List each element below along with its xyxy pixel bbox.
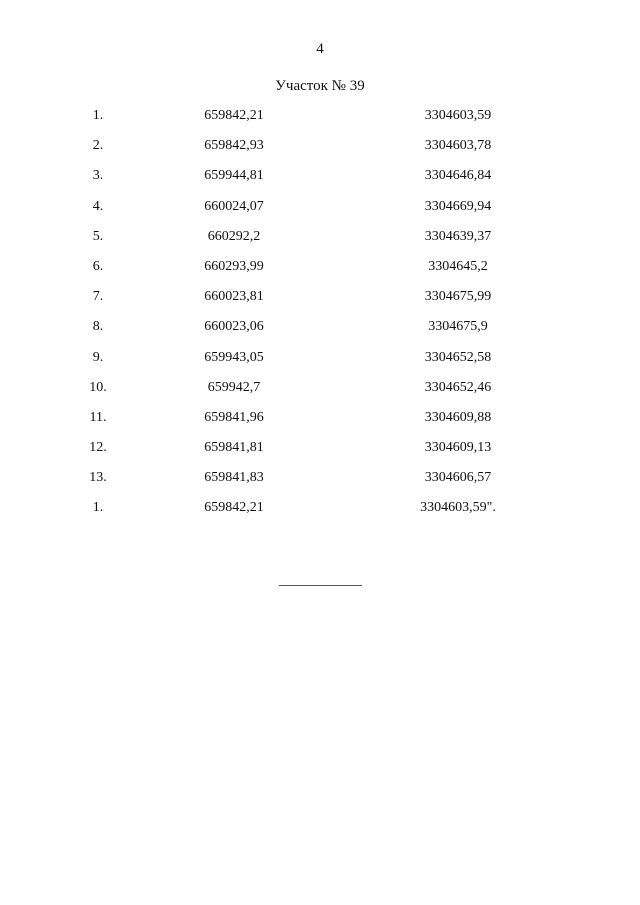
table-row	[0, 437, 640, 467]
point-number: 1.	[92, 108, 104, 123]
x-coordinate: 660023,81	[204, 289, 264, 305]
y-coordinate: 3304652,46	[424, 379, 492, 395]
y-coordinate: 3304645,2	[428, 258, 488, 274]
table-row	[0, 286, 640, 316]
point-number: 7.	[92, 289, 104, 305]
table-row	[0, 165, 640, 195]
table-row	[0, 407, 640, 437]
table-row	[0, 135, 640, 165]
point-number: 9.	[92, 349, 104, 365]
x-coordinate: 659943,05	[204, 349, 264, 365]
table-row	[0, 377, 640, 407]
y-coordinate: 3304675,9	[428, 319, 488, 335]
point-number: 4.	[92, 198, 104, 214]
x-coordinate: 659842,93	[204, 138, 264, 154]
x-coordinate: 659841,83	[204, 470, 264, 486]
coordinates-table	[0, 105, 640, 528]
x-coordinate: 659942,7	[207, 379, 261, 395]
x-coordinate: 660024,07	[204, 198, 264, 214]
y-coordinate: 3304639,37	[424, 228, 492, 244]
point-number: 3.	[92, 168, 104, 184]
y-coordinate: 3304603,59".	[420, 500, 496, 516]
page-number: 4	[316, 41, 324, 57]
end-divider	[279, 585, 362, 586]
table-row	[0, 316, 640, 346]
point-number: 12.	[89, 440, 107, 456]
x-coordinate: 660292,2	[207, 228, 261, 244]
point-number: 2.	[92, 138, 104, 154]
table-row	[0, 105, 640, 135]
table-row	[0, 226, 640, 256]
table-row	[0, 256, 640, 286]
y-coordinate: 3304603,78	[424, 138, 492, 154]
y-coordinate: 3304652,58	[424, 349, 492, 365]
y-coordinate: 3304603,59	[424, 108, 492, 123]
y-coordinate: 3304669,94	[424, 198, 492, 214]
x-coordinate: 659944,81	[204, 168, 264, 184]
x-coordinate: 659841,81	[204, 440, 264, 456]
table-row	[0, 467, 640, 497]
x-coordinate: 659842,21	[204, 108, 264, 123]
y-coordinate: 3304675,99	[424, 289, 492, 305]
x-coordinate: 659842,21	[204, 500, 264, 516]
table-row	[0, 196, 640, 226]
point-number: 8.	[92, 319, 104, 335]
x-coordinate: 659841,96	[204, 409, 264, 425]
point-number: 11.	[89, 409, 107, 425]
point-number: 13.	[89, 470, 107, 486]
point-number: 5.	[92, 228, 104, 244]
point-number: 10.	[89, 379, 107, 395]
y-coordinate: 3304609,13	[424, 440, 492, 456]
y-coordinate: 3304606,57	[424, 470, 492, 486]
y-coordinate: 3304609,88	[424, 409, 492, 425]
table-row	[0, 347, 640, 377]
table-row	[0, 497, 640, 527]
point-number: 6.	[92, 258, 104, 274]
x-coordinate: 660293,99	[204, 258, 264, 274]
point-number: 1.	[92, 500, 104, 516]
section-title: Участок № 39	[275, 78, 365, 94]
x-coordinate: 660023,06	[204, 319, 264, 335]
y-coordinate: 3304646,84	[424, 168, 492, 184]
